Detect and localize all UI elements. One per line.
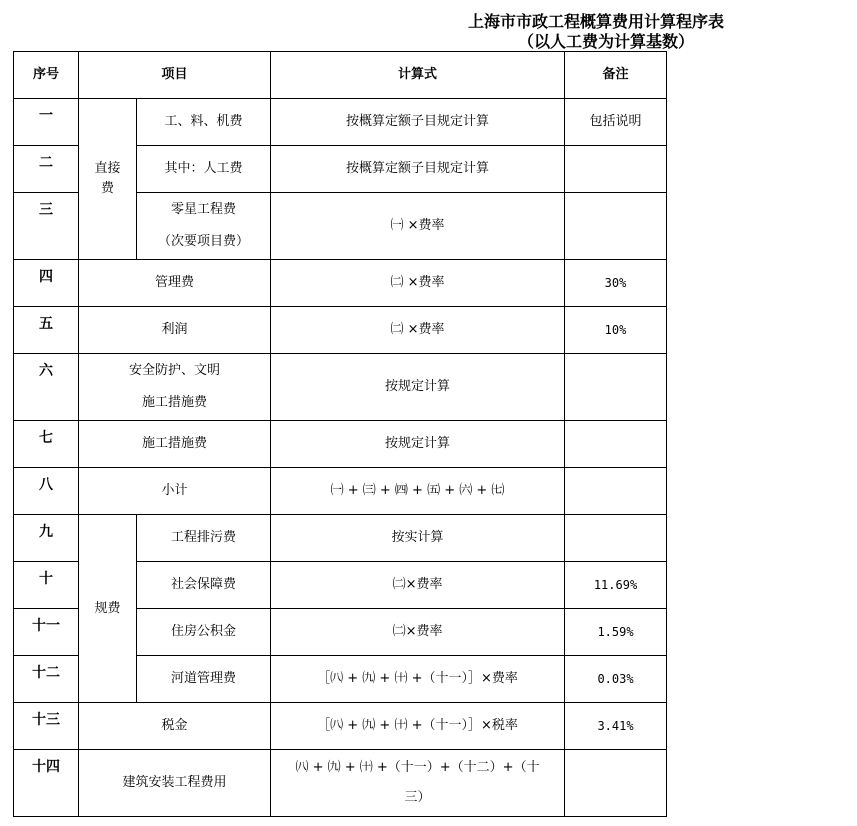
- row-formula: [271, 750, 565, 817]
- row-item-line: 安全防护、文明: [129, 363, 221, 378]
- row-seq: 二: [14, 146, 79, 193]
- header-note: 备注: [565, 52, 667, 99]
- table-row: [14, 260, 667, 307]
- row-item: 利润: [79, 307, 271, 354]
- table-row: [14, 99, 667, 146]
- row-formula: 按概算定额子目规定计算: [271, 146, 565, 193]
- row-note: [565, 468, 667, 515]
- row-item: 住房公积金: [137, 609, 271, 656]
- row-seq: 四: [14, 260, 79, 307]
- header-seq: 序号: [14, 52, 79, 99]
- row-formula: ㈠ + ㈢ + ㈣ + ㈤ + ㈥ + ㈦: [271, 468, 565, 515]
- row-item: [79, 354, 271, 421]
- table-row: [14, 307, 667, 354]
- table-row: [14, 703, 667, 750]
- row-item: 其中：人工费: [137, 146, 271, 193]
- row-formula: ㈡×费率: [271, 609, 565, 656]
- row-item: 施工措施费: [79, 421, 271, 468]
- row-note: [565, 354, 667, 421]
- group-label: 直接费: [94, 161, 121, 196]
- row-formula-line: 三）: [404, 790, 431, 805]
- group-direct-cost: [79, 99, 137, 260]
- row-item: 工、料、机费: [137, 99, 271, 146]
- row-formula-line: ㈧ + ㈨ + ㈩ +（十一）+（十二）+（十: [295, 760, 540, 775]
- row-note: 1.59%: [565, 609, 667, 656]
- table-row: [14, 515, 667, 562]
- document-title: 上海市市政工程概算费用计算程序表: [468, 12, 725, 31]
- row-formula: 按实计算: [271, 515, 565, 562]
- row-formula: 按规定计算: [271, 354, 565, 421]
- row-item-line: 施工措施费: [142, 395, 208, 410]
- table-row: [14, 468, 667, 515]
- table-row: [14, 750, 667, 817]
- row-formula: 按概算定额子目规定计算: [271, 99, 565, 146]
- row-note: [565, 421, 667, 468]
- row-note: [565, 750, 667, 817]
- row-item: 社会保障费: [137, 562, 271, 609]
- row-item: 小计: [79, 468, 271, 515]
- row-formula: ［㈧ + ㈨ + ㈩ +（十一）］×费率: [271, 656, 565, 703]
- row-item: 河道管理费: [137, 656, 271, 703]
- row-item: 工程排污费: [137, 515, 271, 562]
- row-note: [565, 515, 667, 562]
- row-item: 建筑安装工程费用: [79, 750, 271, 817]
- group-label: 规费: [94, 600, 121, 616]
- document-subtitle: （以人工费为计算基数）: [518, 32, 695, 51]
- row-note: 30%: [565, 260, 667, 307]
- row-formula: ㈡ ×费率: [271, 307, 565, 354]
- row-item: [137, 193, 271, 260]
- row-formula: ㈡ ×费率: [271, 260, 565, 307]
- row-seq: 一: [14, 99, 79, 146]
- row-seq: 十: [14, 562, 79, 609]
- row-item-line: 零星工程费: [171, 202, 237, 217]
- row-seq: 十一: [14, 609, 79, 656]
- row-note: 10%: [565, 307, 667, 354]
- row-item-line: （次要项目费）: [158, 234, 250, 249]
- row-formula: ㈡×费率: [271, 562, 565, 609]
- row-note: 11.69%: [565, 562, 667, 609]
- row-seq: 三: [14, 193, 79, 260]
- row-seq: 八: [14, 468, 79, 515]
- row-seq: 九: [14, 515, 79, 562]
- row-seq: 五: [14, 307, 79, 354]
- table-row: [14, 421, 667, 468]
- header-item: 项目: [79, 52, 271, 99]
- row-item: 税金: [79, 703, 271, 750]
- row-note: [565, 193, 667, 260]
- row-formula: ㈠ ×费率: [271, 193, 565, 260]
- row-seq: 十二: [14, 656, 79, 703]
- row-seq: 六: [14, 354, 79, 421]
- row-formula: 按规定计算: [271, 421, 565, 468]
- row-seq: 十四: [14, 750, 79, 817]
- table-row: [14, 354, 667, 421]
- group-regulatory-fees: [79, 515, 137, 703]
- table-header-row: [14, 52, 667, 99]
- row-note: 0.03%: [565, 656, 667, 703]
- row-note: [565, 146, 667, 193]
- row-note: 3.41%: [565, 703, 667, 750]
- row-seq: 七: [14, 421, 79, 468]
- row-seq: 十三: [14, 703, 79, 750]
- cost-procedure-table: [13, 51, 667, 817]
- row-note: 包括说明: [565, 99, 667, 146]
- row-formula: ［㈧ + ㈨ + ㈩ +（十一）］×税率: [271, 703, 565, 750]
- row-item: 管理费: [79, 260, 271, 307]
- header-formula: 计算式: [271, 52, 565, 99]
